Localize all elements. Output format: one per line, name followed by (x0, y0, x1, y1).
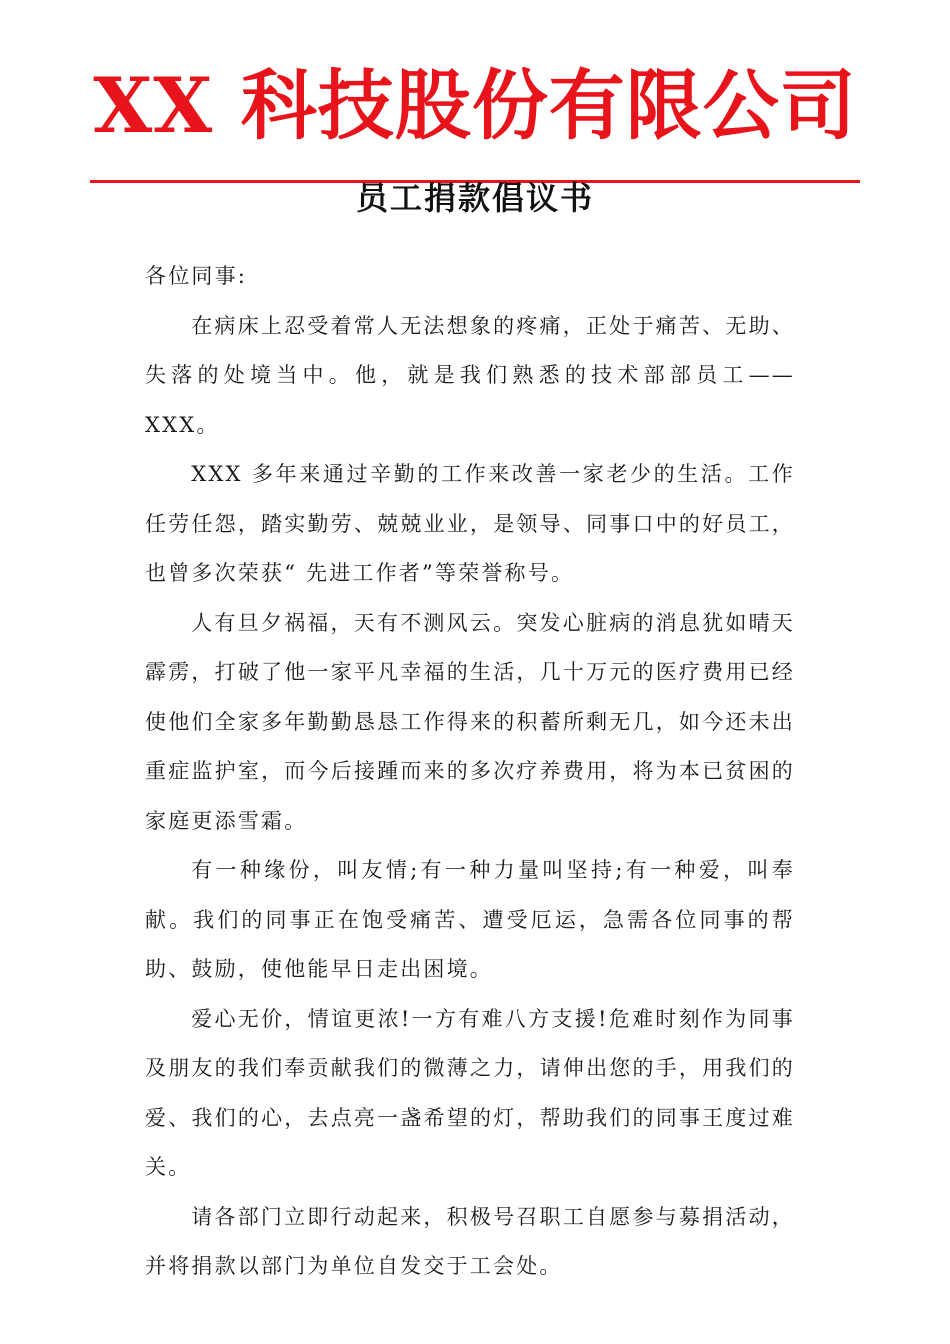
document-title: 员工捐款倡议书 (355, 179, 594, 217)
paragraph-2: XXX 多年来通过辛勤的工作来改善一家老少的生活。工作任劳任怨，踏实勤劳、兢兢业业，是领导、同事口中的好员工，也曾多次荣获“ 先进工作者”等荣誉称号。 (145, 462, 795, 585)
paragraph-6: 请各部门立即行动起来，积极号召职工自愿参与募捐活动，并将捐款以部门为单位自发交于工会处。 (145, 1204, 795, 1278)
paragraph-5: 爱心无价，情谊更浓!一方有难八方支援!危难时刻作为同事及朋友的我们奉贡献我们的微薄之力，请伸出您的手，用我们的爱、我们的心，去点亮一盏希望的灯，帮助我们的同事王度过难关。 (145, 1006, 795, 1179)
paragraph-3: 人有旦夕祸福，天有不测风云。突发心脏病的消息犹如晴天霹雳，打破了他一家平凡幸福的生活，几十万元的医疗费用已经使他们全家多年勤勤恳恳工作得来的积蓄所剩无几，如今还未出重症监护室，而今后接踵而来的多次疗养费用，将为本已贫困的家庭更添雪霜。 (145, 610, 795, 833)
salutation: 各位同事: (145, 264, 248, 288)
company-letterhead: XX 科技股份有限公司 (93, 61, 857, 150)
paragraph-1: 在病床上忍受着常人无法想象的疼痛，正处于痛苦、无助、失落的处境当中。他，就是我们熟悉的技术部部员工——XXX。 (145, 313, 795, 437)
letter-body (145, 252, 795, 1292)
paragraph-4: 有一种缘份，叫友情;有一种力量叫坚持;有一种爱，叫奉献。我们的同事正在饱受痛苦、遭受厄运，急需各位同事的帮助、鼓励，使他能早日走出困境。 (145, 858, 795, 981)
